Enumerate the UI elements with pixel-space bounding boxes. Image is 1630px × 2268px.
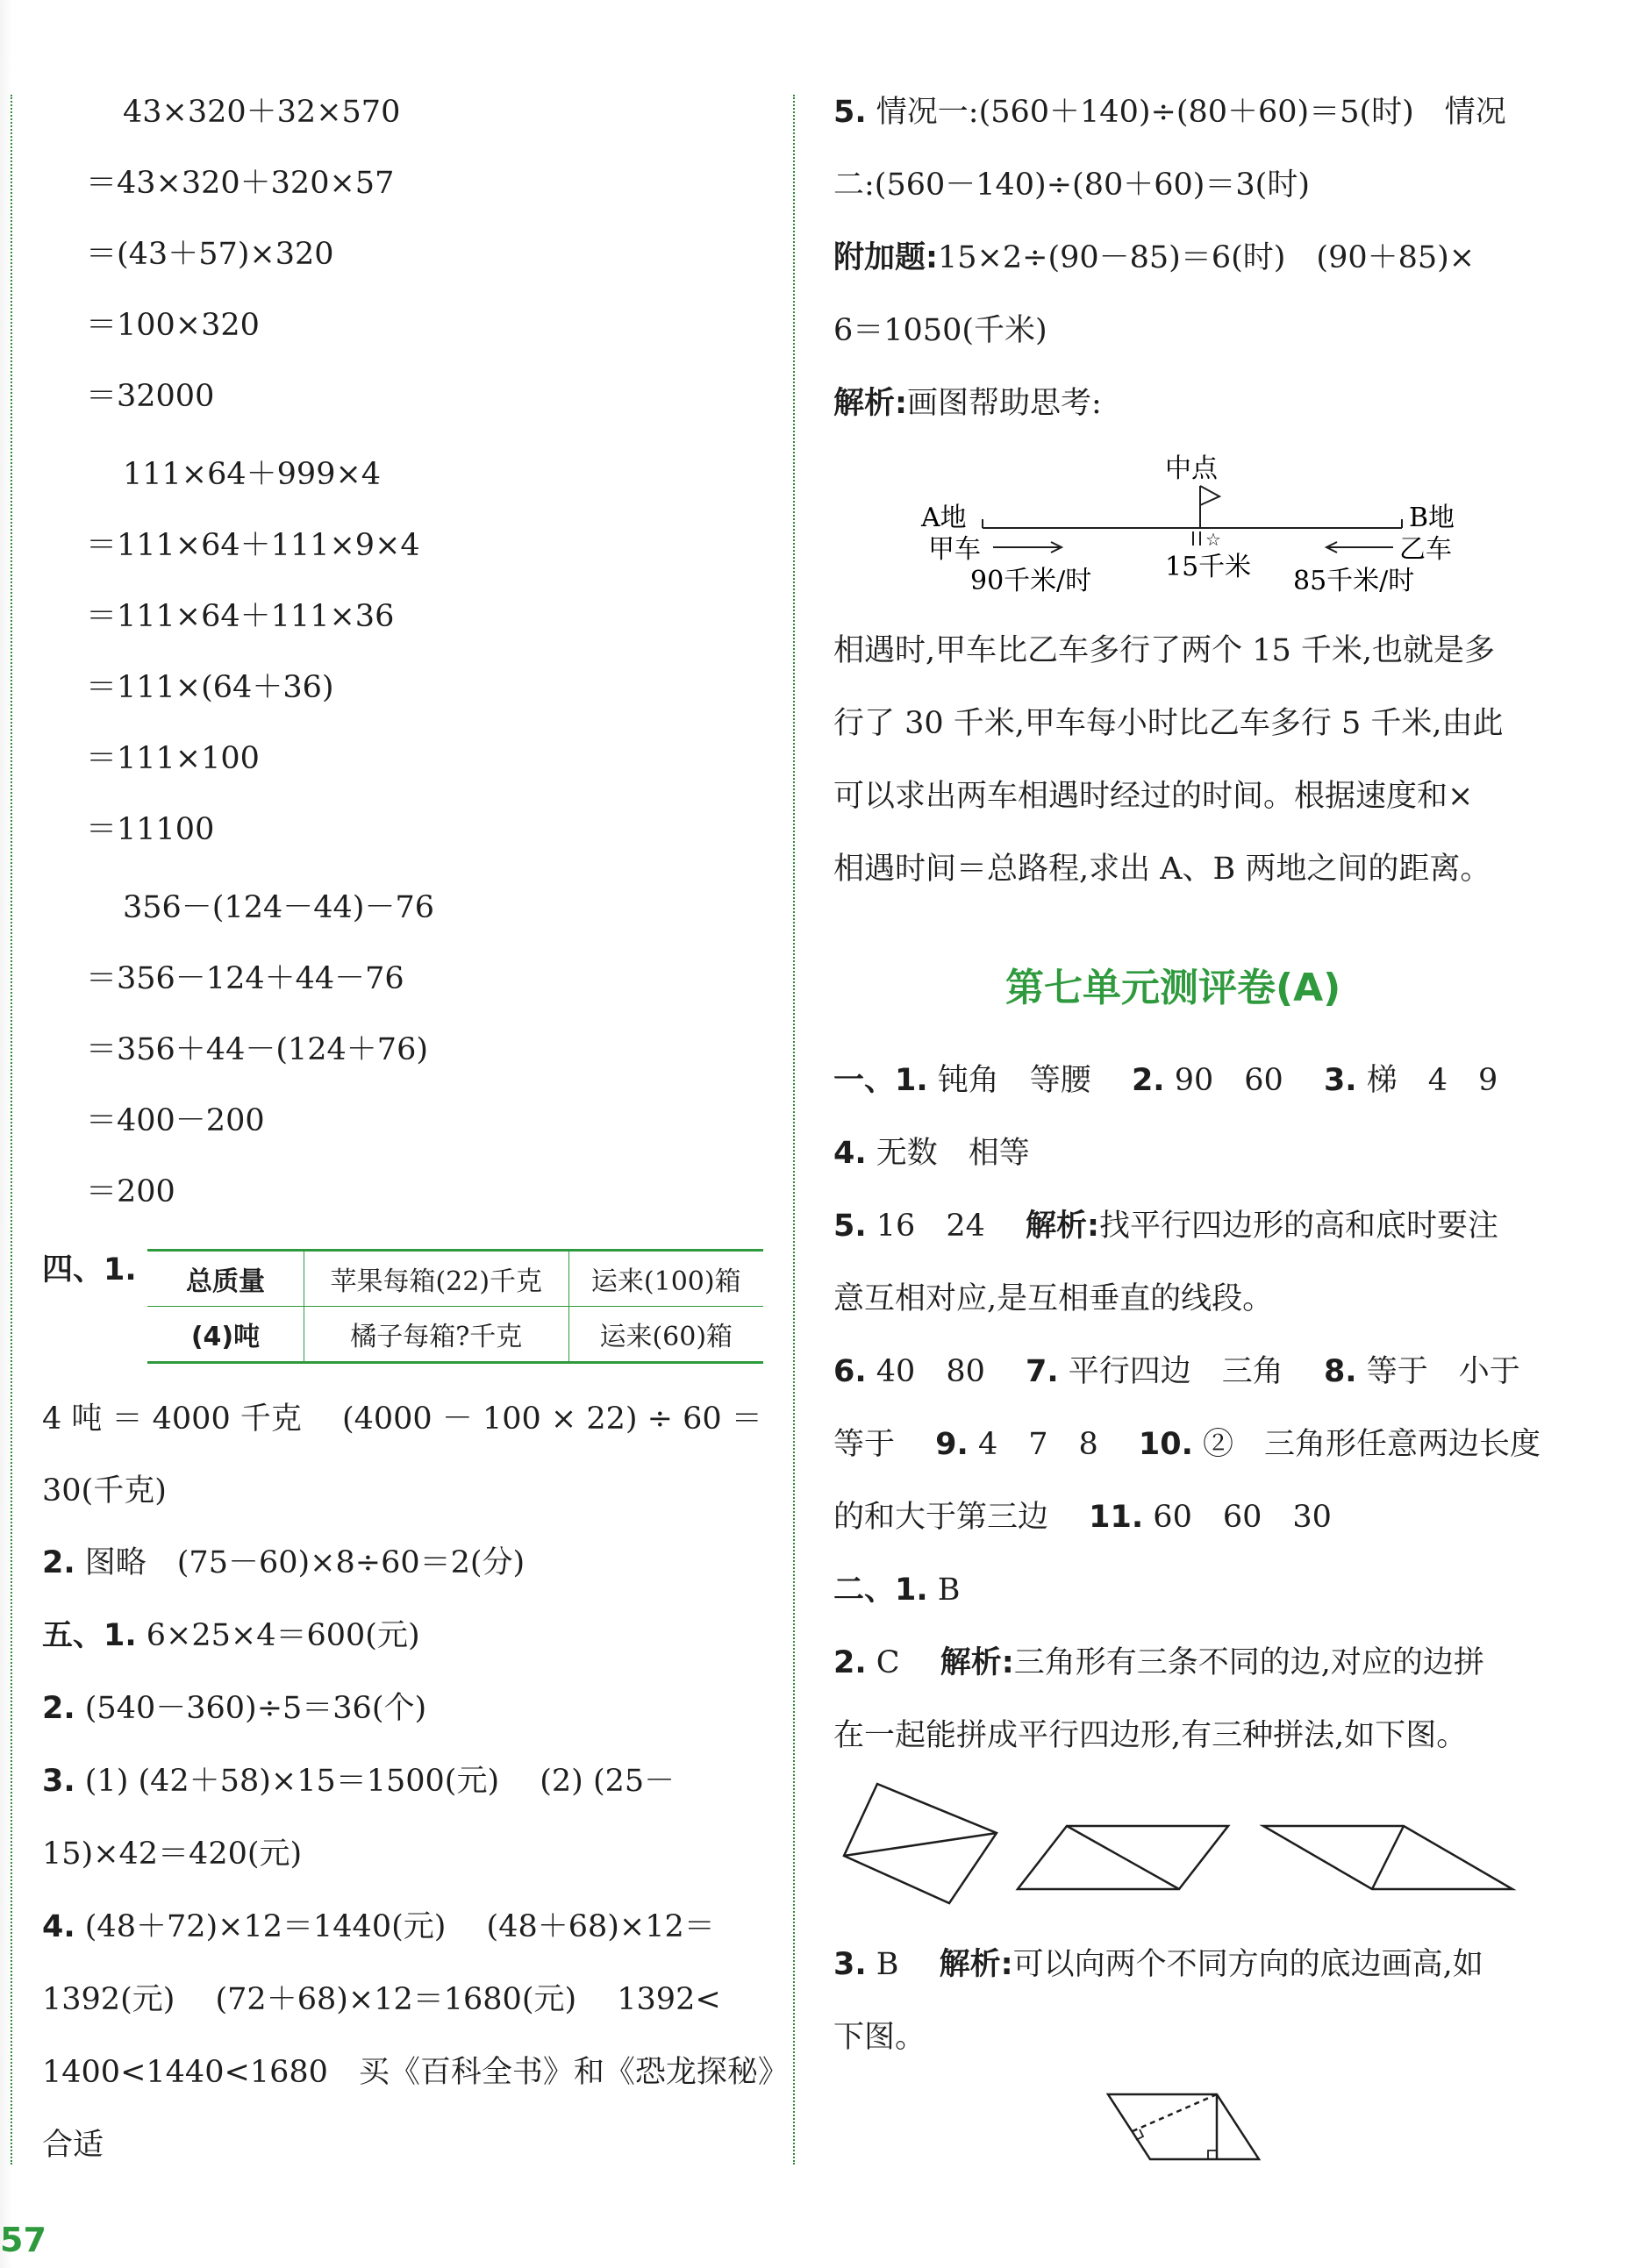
question-number: 2.	[42, 1545, 75, 1580]
calc-line: 356－(124－44)－76	[123, 890, 434, 925]
section-label: 二、1.	[833, 1573, 928, 1608]
car-b-label: 乙车	[1399, 534, 1452, 565]
answer-line	[42, 1908, 715, 1946]
question-number: 8.	[1323, 1354, 1357, 1389]
answer-text: 三角形有三条不同的边,对应的边拼	[1013, 1645, 1484, 1680]
calc-line: ＝43×320＋320×57	[86, 166, 395, 201]
answer-line	[833, 1134, 1030, 1173]
table-cell: (4)吨	[190, 1322, 261, 1352]
answer-line: 30(千克)	[42, 1473, 167, 1508]
answer-text: (48＋72)×12＝1440(元) (48＋68)×12＝	[75, 1909, 715, 1944]
answer-line	[833, 1207, 1498, 1245]
parallelogram-heights-figure	[1101, 2087, 1268, 2175]
point-a-label: A地	[921, 503, 967, 533]
calc-line: ＝100×320	[86, 308, 260, 343]
answer-text: 40 80	[866, 1354, 985, 1389]
car-a-label: 甲车	[928, 534, 981, 565]
answer-text: 情况一:(560＋140)÷(80＋60)＝5(时) 情况	[866, 95, 1506, 130]
answer-text: 梯 4 9	[1356, 1063, 1498, 1098]
table-cell: 苹果每箱(22)千克	[304, 1251, 569, 1307]
meeting-arrows-icon	[1193, 531, 1200, 546]
answer-text: 90 60	[1164, 1063, 1283, 1098]
question-number: 3.	[42, 1764, 75, 1799]
question-number: 7.	[1026, 1354, 1059, 1389]
answer-text: 平行四边 三角	[1058, 1354, 1283, 1389]
answer-text: (1) (42＋58)×15＝1500(元) (2) (25－	[75, 1764, 676, 1799]
analysis-label: 解析:	[940, 1645, 1014, 1680]
table-cell: 橘子每箱?千克	[304, 1307, 569, 1363]
answer-line: 下图。	[833, 2020, 926, 2055]
quantity-table	[147, 1249, 763, 1364]
figure-1	[844, 1784, 997, 1903]
answer-text: 15×2÷(90－85)＝6(时) (90＋85)×	[938, 240, 1476, 275]
point-b-label: B地	[1409, 503, 1455, 533]
table-cell: 总质量	[147, 1251, 304, 1307]
flag-icon	[1200, 486, 1219, 505]
figure-2	[1018, 1826, 1228, 1889]
answer-line	[42, 1616, 420, 1655]
calc-line: 43×320＋32×570	[123, 95, 401, 130]
answer-line	[833, 1352, 1520, 1391]
answer-line	[42, 1689, 426, 1728]
answer-line	[833, 1571, 961, 1609]
gap-label: 15千米	[1165, 552, 1252, 582]
answer-text: 的和大于第三边	[833, 1500, 1049, 1535]
speed-b-label: 85千米/时	[1293, 566, 1415, 596]
analysis-line: 相遇时间＝总路程,求出 A、B 两地之间的距离。	[833, 852, 1491, 887]
question-number: 2.	[1131, 1063, 1165, 1098]
answer-text: B	[866, 1947, 899, 1982]
page-number: 57	[0, 2221, 46, 2259]
section-label: 一、1.	[833, 1063, 928, 1098]
question-number: 2.	[833, 1645, 867, 1680]
question-number: 5.	[833, 95, 867, 130]
meeting-diagram	[912, 447, 1483, 605]
answer-line	[833, 1061, 1498, 1100]
unit-title: 第七单元测评卷(A)	[1005, 966, 1341, 1010]
answer-text: C	[866, 1645, 900, 1680]
analysis-line: 相遇时,甲车比乙车多行了两个 15 千米,也就是多	[833, 633, 1496, 668]
answer-text: 16 24	[866, 1209, 985, 1244]
answer-text: 钝角 等腰	[927, 1063, 1091, 1098]
question-number: 6.	[833, 1354, 867, 1389]
answer-line: 6＝1050(千米)	[833, 313, 1047, 348]
answer-text: 4 7 8	[968, 1427, 1098, 1462]
answer-line	[833, 1498, 1332, 1537]
left-margin-line	[11, 95, 12, 2165]
answer-line	[833, 1945, 1483, 1984]
calc-line: 111×64＋999×4	[123, 457, 382, 492]
calc-line: ＝200	[86, 1174, 175, 1209]
answer-line: 15)×42＝420(元)	[42, 1837, 303, 1872]
parallelogram-figures	[842, 1780, 1526, 1938]
question-number: 11.	[1089, 1500, 1144, 1535]
calc-line: ＝356＋44－(124＋76)	[86, 1032, 428, 1067]
answer-text: 画图帮助思考:	[907, 386, 1102, 421]
answer-text: 找平行四边形的高和底时要注	[1099, 1209, 1499, 1244]
answer-text: 可以向两个不同方向的底边画高,如	[1012, 1947, 1483, 1982]
calc-line: ＝111×(64＋36)	[86, 670, 334, 705]
answer-line	[833, 1644, 1484, 1682]
answer-text: 6×25×4＝600(元)	[136, 1618, 420, 1653]
meeting-star-icon: ☆	[1205, 529, 1221, 550]
calc-line: ＝11100	[86, 812, 215, 847]
calc-line: ＝111×64＋111×36	[86, 599, 395, 634]
answer-line	[833, 384, 1102, 423]
question-number: 3.	[1323, 1063, 1357, 1098]
calc-line: ＝400－200	[86, 1103, 265, 1138]
table-cell: 运来(100)箱	[568, 1251, 763, 1307]
calc-line: ＝111×64＋111×9×4	[86, 528, 420, 563]
analysis-line: 行了 30 千米,甲车每小时比乙车多行 5 千米,由此	[833, 706, 1504, 741]
answer-text: 等于	[833, 1427, 896, 1462]
answer-line: 意互相对应,是互相垂直的线段。	[833, 1281, 1274, 1316]
question-number: 2.	[42, 1691, 75, 1726]
answer-line: 4 吨 ＝ 4000 千克 (4000 － 100 × 22) ÷ 60 ＝	[42, 1401, 762, 1437]
answer-text: B	[927, 1573, 961, 1608]
answer-line: 1400<1440<1680 买《百科全书》和《恐龙探秘》	[42, 2055, 789, 2090]
answer-line	[833, 239, 1475, 277]
answer-line	[833, 93, 1506, 132]
figure-3	[1263, 1826, 1512, 1889]
answer-line	[42, 1544, 525, 1582]
answer-text: 无数 相等	[866, 1136, 1030, 1171]
analysis-label: 解析:	[1026, 1209, 1099, 1244]
question-number: 4.	[42, 1909, 75, 1944]
answer-line: 1392(元) (72＋68)×12＝1680(元) 1392<	[42, 1982, 721, 2017]
answer-text: (540－360)÷5＝36(个)	[75, 1691, 427, 1726]
calc-line: ＝356－124＋44－76	[86, 961, 404, 996]
answer-line: 合适	[42, 2128, 104, 2163]
speed-a-label: 90千米/时	[970, 566, 1092, 596]
column-divider	[793, 95, 795, 2165]
answer-line: 在一起能拼成平行四边形,有三种拼法,如下图。	[833, 1718, 1468, 1753]
bonus-label: 附加题:	[833, 240, 938, 275]
section-label: 五、1.	[42, 1618, 137, 1653]
answer-line	[42, 1762, 675, 1801]
calc-line: ＝(43＋57)×320	[86, 237, 334, 272]
midpoint-label: 中点	[1165, 453, 1218, 484]
question-number: 4.	[833, 1136, 867, 1171]
answer-line	[833, 1425, 1541, 1464]
answer-text: ② 三角形任意两边长度	[1192, 1427, 1541, 1462]
question-number: 5.	[833, 1209, 867, 1244]
section-label: 四、1.	[42, 1252, 137, 1287]
analysis-line: 可以求出两车相遇时经过的时间。根据速度和×	[833, 779, 1474, 814]
answer-line: 二:(560－140)÷(80＋60)＝3(时)	[833, 168, 1310, 203]
analysis-label: 解析:	[939, 1947, 1013, 1982]
answer-text: 等于 小于	[1356, 1354, 1520, 1389]
question-number: 9.	[935, 1427, 969, 1462]
table-cell: 运来(60)箱	[568, 1307, 763, 1363]
calc-line: ＝32000	[86, 379, 215, 414]
question-number: 10.	[1138, 1427, 1193, 1462]
question-number: 3.	[833, 1947, 867, 1982]
answer-text: 60 60 30	[1143, 1500, 1332, 1535]
answer-text: 图略 (75－60)×8÷60＝2(分)	[75, 1545, 525, 1580]
calc-line: ＝111×100	[86, 741, 260, 776]
analysis-label: 解析:	[833, 386, 907, 421]
